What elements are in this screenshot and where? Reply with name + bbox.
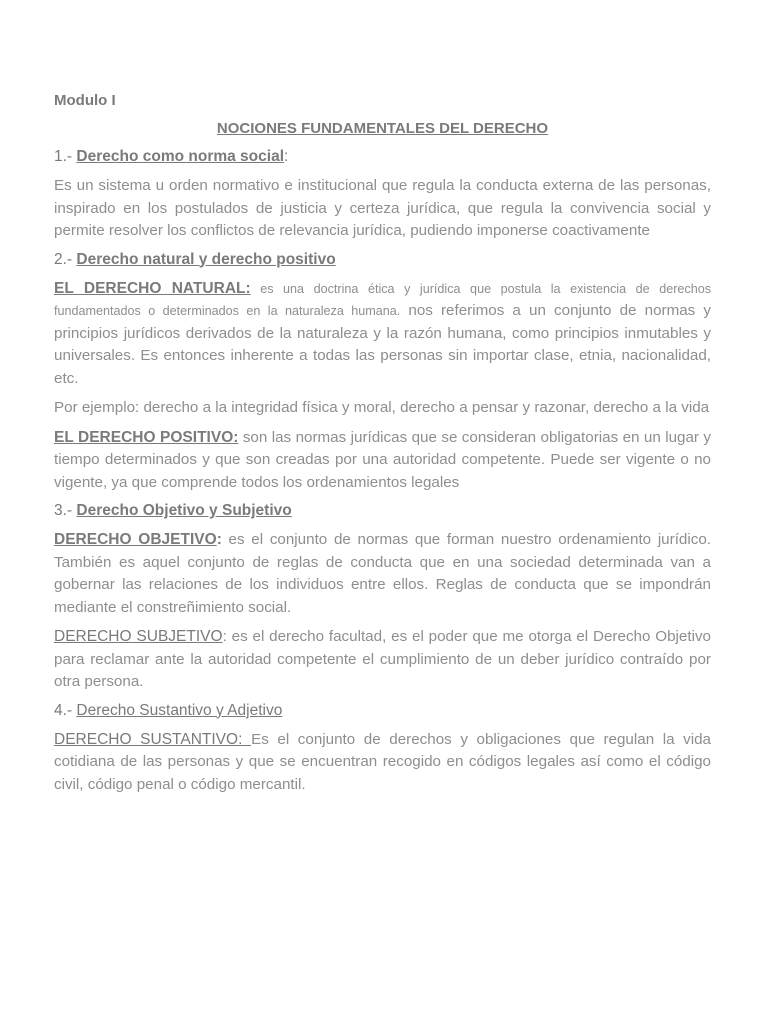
substantive-law-paragraph (54, 729, 711, 797)
substantive-law-text: Es el conjunto de derechos y obligaciones que regulan la vida cotidiana de las personas y que se encuentran recogido en códigos legales así como el código civil, código penal o código mercantil. (54, 730, 711, 793)
example-paragraph: Por ejemplo: derecho a la integridad física y moral, derecho a pensar y razonar, derecho a la vida (54, 399, 710, 416)
document-title: NOCIONES FUNDAMENTALES DEL DERECHO (216, 120, 549, 137)
section-4-number: 4.- (54, 701, 77, 719)
section-3-title: Derecho Objetivo y Subjetivo (76, 502, 292, 519)
natural-law-text: nos referimos a un conjunto de normas y principios jurídicos derivados de la naturaleza y la razón humana, como principios inmutables y universales. Es entonces inherente a todas las personas sin importar clase, etnia, nacionalidad, etc. (54, 302, 711, 387)
objective-law-colon: : (216, 531, 222, 548)
module-label: Modulo I (54, 92, 116, 109)
positive-law-term: EL DERECHO POSITIVO: (54, 428, 239, 446)
natural-law-definition: es una doctrina ética y jurídica que postula la existencia de derechos fundamentados o determinados en la naturaleza humana. (54, 281, 712, 318)
section-1-suffix: : (284, 148, 289, 165)
section-3-heading (54, 501, 711, 521)
section-1-paragraph: Es un sistema u orden normativo e institucional que regula la conducta externa de las personas, inspirado en los postulados de justicia y certeza jurídica, que regula la convivencia social y permite resolver los conflictos de relevancia jurídica, pudiendo imponerse coactivamente (54, 177, 711, 239)
section-4-heading (54, 701, 711, 721)
subjective-law-text: : es el derecho facultad, es el poder que me otorga el Derecho Objetivo para reclamar ante la autoridad competente el cumplimiento de un deber jurídico contraído por otra persona. (54, 628, 711, 690)
section-2-number: 2.- (54, 250, 77, 268)
section-1-heading (54, 147, 711, 167)
positive-law-text: son las normas jurídicas que se consideran obligatorias en un lugar y tiempo determinados y que son creadas por una autoridad competente. Puede ser vigente o no vigente, ya que comprende todos los ordenamientos legales (54, 428, 711, 491)
substantive-law-term: DERECHO SUSTANTIVO: (54, 730, 252, 748)
objective-law-paragraph (54, 529, 711, 619)
subjective-law-paragraph (54, 626, 711, 694)
section-1-title: Derecho como norma social (76, 148, 284, 165)
natural-law-term: EL DERECHO NATURAL: (54, 279, 251, 297)
section-2-heading (54, 250, 711, 270)
section-4-title: Derecho Sustantivo y Adjetivo (76, 701, 283, 719)
section-1-number: 1.- (54, 148, 77, 165)
positive-law-paragraph (54, 427, 711, 495)
section-3-number: 3.- (54, 502, 77, 519)
section-2-title: Derecho natural y derecho positivo (76, 250, 336, 268)
objective-law-term: DERECHO OBJETIVO (54, 531, 217, 548)
objective-law-text: es el conjunto de normas que forman nuestro ordenamiento jurídico. También es aquel conjunto de reglas de conducta que en una sociedad determinada van a gobernar las relaciones de los individuos entre ellos. Reglas de conducta que se impondrán mediante el constreñimiento social. (54, 531, 711, 616)
subjective-law-term: DERECHO SUBJETIVO (54, 628, 223, 645)
natural-law-paragraph (54, 278, 711, 391)
